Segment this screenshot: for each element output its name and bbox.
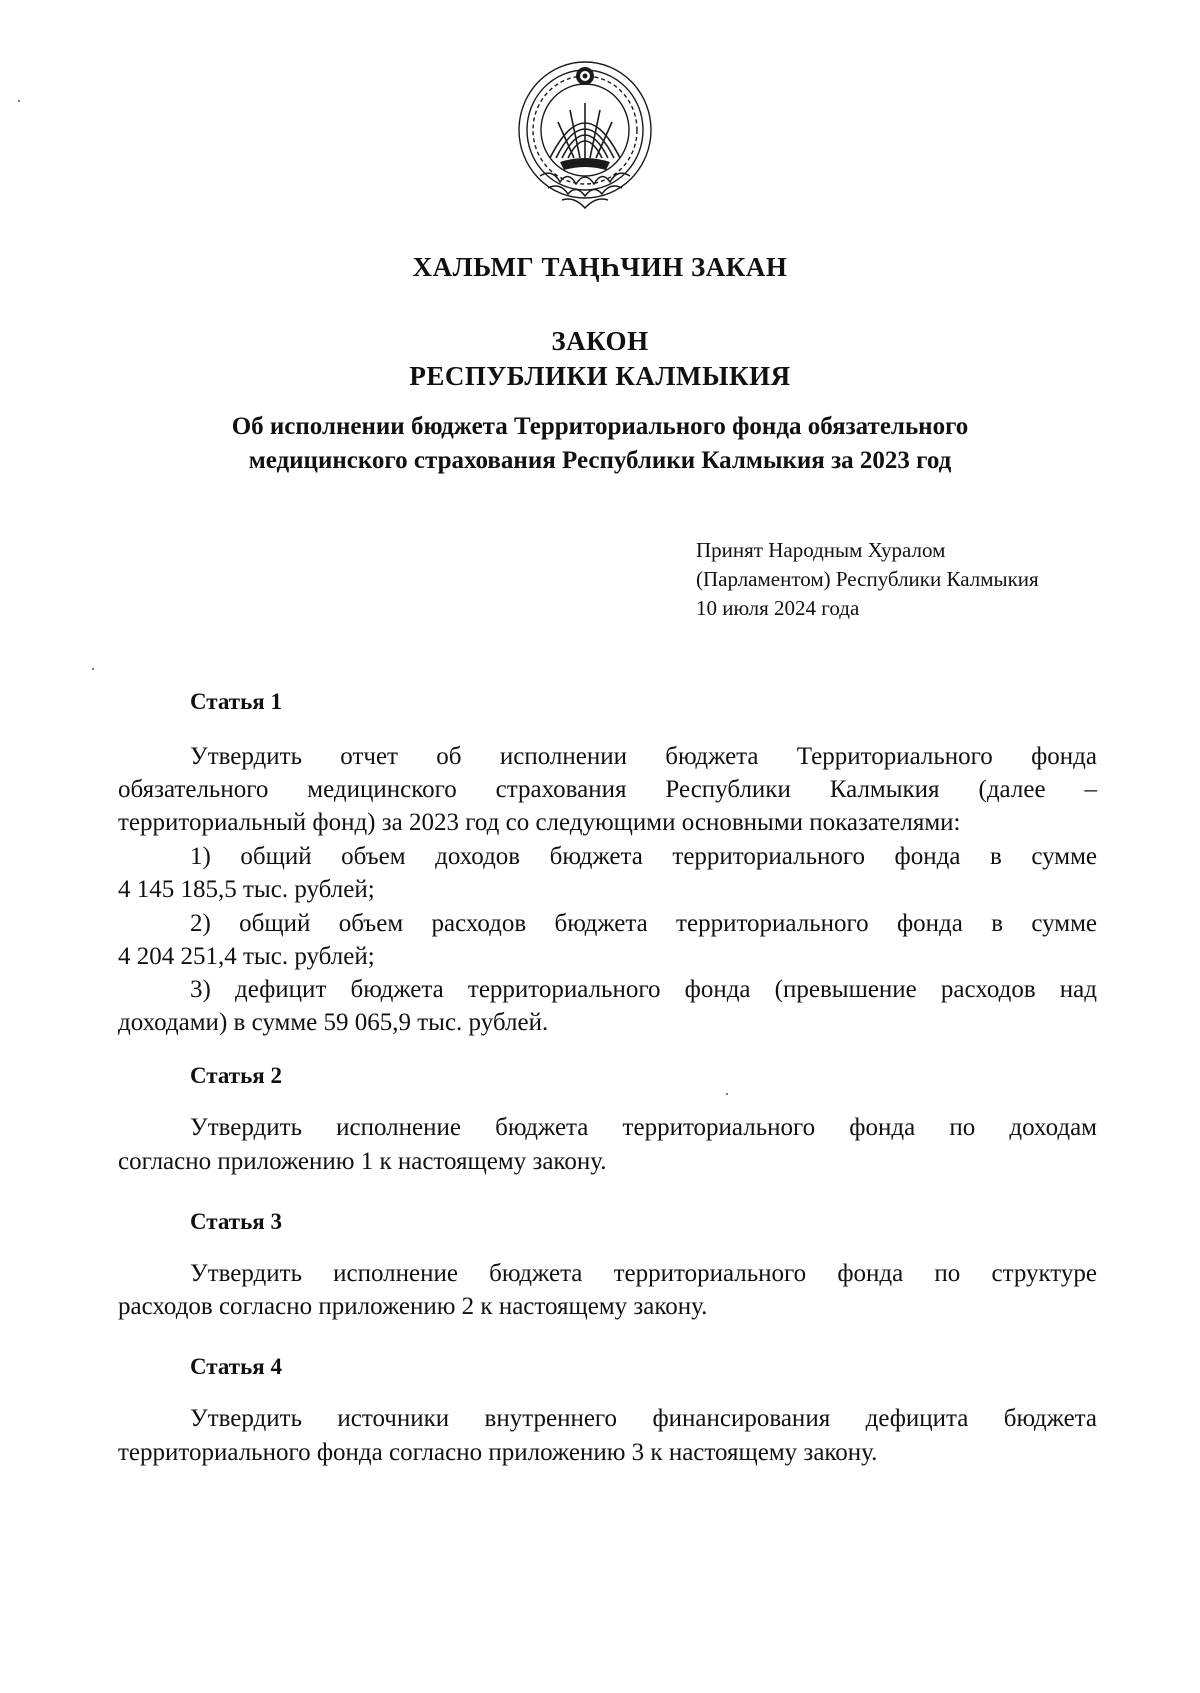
article-1-item-3: 3) дефицит бюджета территориального фонда (превышение расходов над xyxy=(190,976,1097,1003)
article-3-line: Утвердить исполнение бюджета территориального фонда по структуре xyxy=(190,1260,1097,1287)
article-2-heading: Статья 2 xyxy=(190,1063,282,1088)
article-4-line: Утвердить источники внутреннего финансирования дефицита бюджета xyxy=(190,1405,1097,1432)
article-1-item-2-amount: 4 204 251,4 тыс. рублей; xyxy=(118,943,375,970)
law-title-line-1: Об исполнении бюджета Территориального фонда обязательного xyxy=(231,413,969,440)
article-3-heading: Статья 3 xyxy=(190,1209,282,1234)
article-2-line: согласно приложению 1 к настоящему закону. xyxy=(118,1148,607,1175)
article-2-line: Утвердить исполнение бюджета территориального фонда по доходам xyxy=(190,1114,1097,1141)
article-4-heading: Статья 4 xyxy=(190,1354,282,1379)
law-heading: ЗАКОН xyxy=(551,326,649,356)
scan-speck xyxy=(726,1093,728,1095)
article-1-heading: Статья 1 xyxy=(190,689,282,714)
article-4-line: территориального фонда согласно приложению 3 к настоящему закону. xyxy=(118,1439,878,1466)
article-1-item-2: 2) общий объем расходов бюджета территориального фонда в сумме xyxy=(190,910,1097,937)
kalmykia-coat-of-arms-icon xyxy=(510,58,660,218)
article-1-item-1-amount: 4 145 185,5 тыс. рублей; xyxy=(118,876,375,903)
article-1-line: обязательного медицинского страхования Республики Калмыкия (далее – xyxy=(118,776,1097,803)
article-1-line: Утвердить отчет об исполнении бюджета Территориального фонда xyxy=(190,743,1097,770)
article-3-line: расходов согласно приложению 2 к настоящему закону. xyxy=(118,1293,708,1320)
scan-speck xyxy=(18,100,20,102)
article-1-item-3-amount: доходами) в сумме 59 065,9 тыс. рублей. xyxy=(118,1009,549,1036)
scan-speck xyxy=(92,668,94,670)
adoption-note-line-2: (Парламентом) Республики Калмыкия xyxy=(696,567,1039,591)
law-title-line-2: медицинского страхования Республики Калмыкия за 2023 год xyxy=(248,447,952,474)
article-1-item-1: 1) общий объем доходов бюджета территориального фонда в сумме xyxy=(190,843,1097,870)
article-1-line: территориальный фонд) за 2023 год со следующими основными показателями: xyxy=(118,809,961,836)
republic-heading: РЕСПУБЛИКИ КАЛМЫКИЯ xyxy=(409,361,791,391)
adoption-date: 10 июля 2024 года xyxy=(696,596,860,620)
adoption-note-line-1: Принят Народным Хуралом xyxy=(696,538,946,562)
kalmyk-law-heading: ХАЛЬМГ ТАҢҺЧИН ЗАКАН xyxy=(412,252,788,282)
